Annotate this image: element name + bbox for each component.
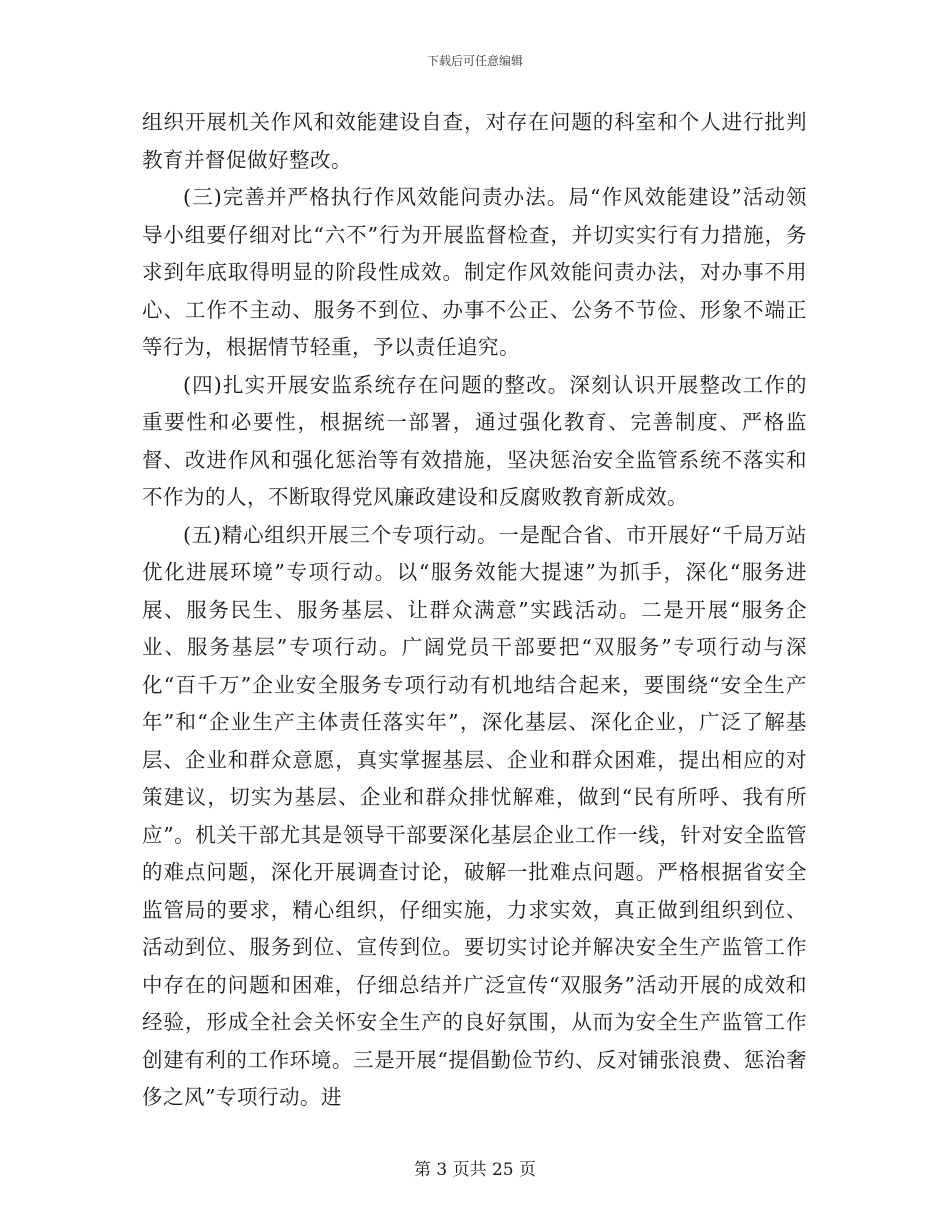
page-header-note: 下载后可任意编辑 bbox=[426, 54, 523, 68]
paragraph-section-3: (三)完善并严格执行作风效能问责办法。局“作风效能建设”活动领导小组要仔细对比“六不”行为开展监督检查，并切实实行有力措施，务求到年底取得明显的阶段性成效。制定作风效能问责办法，对办事不用心、工作不主动、服务不到位、办事不公正、公务不节俭、形象不端正等行为，根据情节轻重，予以责任追究。 bbox=[142, 185, 807, 359]
page-number: 第 3 页共 25 页 bbox=[413, 1160, 537, 1180]
paragraph-section-5: (五)精心组织开展三个专项行动。一是配合省、市开展好“千局万站优化进展环境”专项行动。以“服务效能大提速”为抓手，深化“服务进展、服务民生、服务基层、让群众满意”实践活动。二是开展“服务企业、服务基层”专项行动。广阔党员干部要把“双服务”专项行动与深化“百千万”企业安全服务专项行动有机地结合起来，要围绕“安全生产年”和“企业生产主体责任落实年”，深化基层、深化企业，广泛了解基层、企业和群众意愿，真实掌握基层、企业和群众困难，提出相应的对策建议，切实为基层、企业和群众排忧解难，做到“民有所呼、我有所应”。机关干部尤其是领导干部要深化基层企业工作一线，针对安全监管的难点问题，深化开展调查讨论，破解一批难点问题。严格根据省安全监管局的要求，精心组织，仔细实施，力求实效，真正做到组织到位、活动到位、服务到位、宣传到位。要切实讨论并解决安全生产监管工作中存在的问题和困难，仔细总结并广泛宣传“双服务”活动开展的成效和经验，形成全社会关怀安全生产的良好氛围，从而为安全生产监管工作创建有利的工作环境。三是开展“提倡勤俭节约、反对铺张浪费、惩治奢侈之风”专项行动。进 bbox=[142, 522, 807, 1109]
document-body bbox=[142, 104, 807, 1117]
paragraph-continuation: 组织开展机关作风和效能建设自查，对存在问题的科室和个人进行批判教育并督促做好整改。 bbox=[142, 110, 807, 172]
paragraph-section-4: (四)扎实开展安监系统存在问题的整改。深刻认识开展整改工作的重要性和必要性，根据统一部署，通过强化教育、完善制度、严格监督、改进作风和强化惩治等有效措施，坚决惩治安全监管系统不落实和不作为的人，不断取得党风廉政建设和反腐败教育新成效。 bbox=[142, 372, 807, 509]
